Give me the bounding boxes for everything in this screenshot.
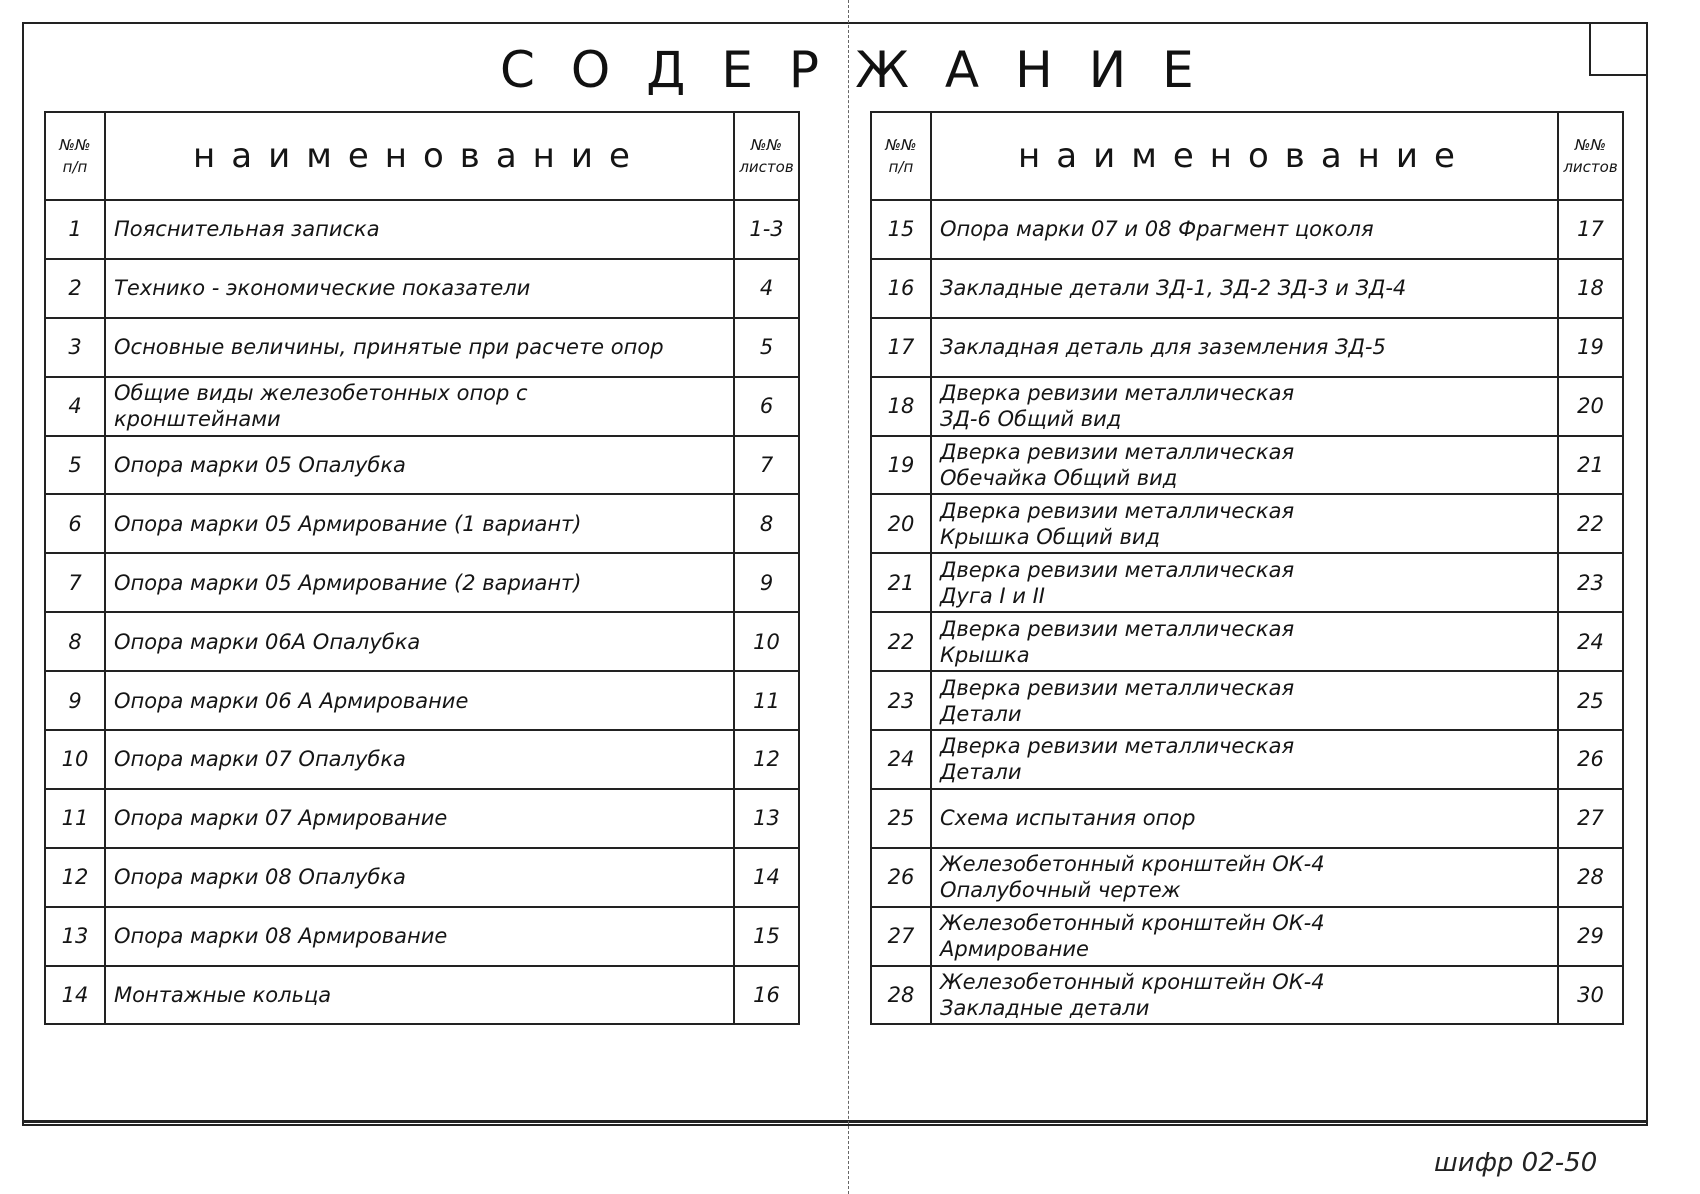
row-number: 4: [45, 377, 105, 436]
row-sheets: 28: [1558, 848, 1623, 907]
row-name: [105, 730, 734, 789]
row-number: 6: [45, 494, 105, 553]
stamp-code: шифр 02-50: [1434, 1148, 1598, 1178]
header-sheets-line1: №№: [750, 136, 783, 154]
row-name-line: Детали: [940, 701, 1022, 726]
header-name: наименование: [105, 112, 734, 200]
row-number: 22: [871, 612, 931, 671]
table-row: [871, 553, 1623, 612]
row-name: [105, 553, 734, 612]
page-title: СОДЕРЖАНИЕ: [500, 41, 1230, 99]
row-name-line: Опора марки 05 Армирование (1 вариант): [114, 511, 582, 536]
row-name: [931, 789, 1558, 848]
row-sheets: 15: [734, 907, 799, 966]
row-sheets: 13: [734, 789, 799, 848]
row-sheets: 20: [1558, 377, 1623, 436]
row-sheets: 8: [734, 494, 799, 553]
row-name-line: Опалубочный чертеж: [940, 878, 1181, 903]
table-row: [45, 789, 799, 848]
table-header-row: [871, 112, 1623, 200]
table-row: [871, 966, 1623, 1025]
row-name-line: Общие виды железобетонных опор с: [114, 381, 528, 406]
row-name-line: Обечайка Общий вид: [940, 466, 1178, 490]
row-name: [931, 907, 1558, 966]
row-name-line: Опора марки 07 Опалубка: [114, 747, 406, 772]
row-name: [105, 907, 734, 966]
row-sheets: 23: [1558, 553, 1623, 612]
row-name-line: Железобетонный кронштейн ОК-4: [940, 911, 1325, 936]
row-number: 14: [45, 966, 105, 1025]
row-name: [105, 494, 734, 553]
row-name-line: Пояснительная записка: [114, 217, 380, 242]
table-row: [45, 494, 799, 553]
row-name: [105, 966, 734, 1025]
table-row: [45, 318, 799, 377]
row-name: [105, 318, 734, 377]
table-row: [45, 436, 799, 495]
row-name-line: Железобетонный кронштейн ОК-4: [940, 852, 1325, 877]
row-name-line: Армирование: [940, 937, 1089, 962]
row-sheets: 29: [1558, 907, 1623, 966]
row-name-line: Опора марки 08 Армирование: [114, 924, 448, 949]
row-number: 8: [45, 612, 105, 671]
header-sheets-line2: листов: [739, 158, 794, 176]
row-number: 16: [871, 259, 931, 318]
header-name: наименование: [931, 112, 1558, 200]
row-sheets: 14: [734, 848, 799, 907]
header-sheets-line1: №№: [1574, 136, 1607, 154]
row-name: [105, 848, 734, 907]
row-name-line: Закладные детали ЗД-1, ЗД-2 ЗД-3 и ЗД-4: [940, 276, 1407, 301]
table-row: [871, 200, 1623, 259]
row-name-line: Детали: [940, 760, 1022, 785]
row-sheets: 16: [734, 966, 799, 1025]
table-row: [45, 966, 799, 1025]
table-row: [871, 730, 1623, 789]
row-sheets: 12: [734, 730, 799, 789]
row-name-line: Дверка ревизии металлическая: [940, 675, 1295, 700]
row-sheets: 19: [1558, 318, 1623, 377]
row-number: 26: [871, 848, 931, 907]
row-sheets: 7: [734, 436, 799, 495]
header-num-cell: [45, 112, 105, 200]
row-sheets: 18: [1558, 259, 1623, 318]
row-sheets: 22: [1558, 494, 1623, 553]
row-name-line: Закладные детали: [940, 996, 1150, 1021]
row-sheets: 9: [734, 553, 799, 612]
header-sheets-cell: [1558, 112, 1623, 200]
header-num-line1: №№: [885, 136, 917, 154]
row-number: 2: [45, 259, 105, 318]
frame-bottom-divider: [22, 1120, 1648, 1123]
table-row: [45, 907, 799, 966]
row-sheets: 10: [734, 612, 799, 671]
row-name-line: Дверка ревизии металлическая: [940, 381, 1295, 406]
row-number: 1: [45, 200, 105, 259]
row-name-line: ЗД-6 Общий вид: [940, 407, 1122, 432]
row-number: 7: [45, 553, 105, 612]
row-name-line: Схема испытания опор: [940, 806, 1196, 831]
row-name-line: Крышка Общий вид: [940, 524, 1161, 549]
row-sheets: 5: [734, 318, 799, 377]
table-row: [45, 259, 799, 318]
row-sheets: 30: [1558, 966, 1623, 1025]
row-name: [105, 259, 734, 318]
corner-stamp-box: [1589, 22, 1648, 76]
header-num-line2: п/п: [62, 158, 88, 176]
row-name-line: Дверка ревизии металлическая: [940, 498, 1295, 523]
row-sheets: 26: [1558, 730, 1623, 789]
row-name: [931, 848, 1558, 907]
header-num-line2: п/п: [888, 158, 914, 176]
row-name-line: Основные величины, принятые при расчете опор: [114, 335, 664, 360]
row-name-line: Опора марки 07 и 08 Фрагмент цоколя: [940, 217, 1374, 242]
table-row: [871, 848, 1623, 907]
row-name: [931, 436, 1558, 495]
table-row: [45, 730, 799, 789]
row-sheets: 4: [734, 259, 799, 318]
row-number: 18: [871, 377, 931, 436]
row-number: 3: [45, 318, 105, 377]
row-number: 10: [45, 730, 105, 789]
row-number: 21: [871, 553, 931, 612]
row-name: [931, 612, 1558, 671]
table-row: [871, 612, 1623, 671]
row-number: 27: [871, 907, 931, 966]
table-row: [871, 377, 1623, 436]
row-name: [931, 259, 1558, 318]
contents-table-right: [870, 111, 1624, 1025]
table-row: [45, 377, 799, 436]
row-name-line: Опора марки 05 Армирование (2 вариант): [114, 570, 582, 595]
row-name: [931, 200, 1558, 259]
row-sheets: 21: [1558, 436, 1623, 495]
row-name: [105, 789, 734, 848]
row-sheets: 24: [1558, 612, 1623, 671]
row-name: [931, 671, 1558, 730]
table-row: [45, 200, 799, 259]
row-name: [931, 377, 1558, 436]
row-number: 5: [45, 436, 105, 495]
table-row: [45, 553, 799, 612]
row-name-line: Дверка ревизии металлическая: [940, 440, 1295, 464]
row-number: 17: [871, 318, 931, 377]
row-name: [931, 730, 1558, 789]
row-name-line: Опора марки 06А Опалубка: [114, 629, 421, 654]
row-name-line: Опора марки 07 Армирование: [114, 806, 448, 831]
table-row: [45, 612, 799, 671]
table-row: [45, 671, 799, 730]
row-name: [105, 200, 734, 259]
row-name-line: Технико - экономические показатели: [114, 276, 531, 301]
row-name-line: Монтажные кольца: [114, 983, 332, 1008]
row-number: 25: [871, 789, 931, 848]
row-name-line: кронштейнами: [114, 407, 281, 432]
row-name: [931, 494, 1558, 553]
row-number: 12: [45, 848, 105, 907]
table-row: [871, 671, 1623, 730]
contents-table-left: [44, 111, 800, 1025]
row-number: 13: [45, 907, 105, 966]
table-row: [871, 259, 1623, 318]
row-number: 19: [871, 436, 931, 495]
row-name-line: Крышка: [940, 642, 1030, 667]
row-name-line: Дуга I и II: [940, 583, 1045, 608]
row-sheets: 6: [734, 377, 799, 436]
row-name: [105, 612, 734, 671]
row-name-line: Дверка ревизии металлическая: [940, 734, 1295, 759]
row-sheets: 25: [1558, 671, 1623, 730]
header-sheets-line2: листов: [1563, 158, 1618, 176]
row-number: 9: [45, 671, 105, 730]
row-name-line: Опора марки 05 Опалубка: [114, 453, 406, 477]
table-row: [871, 436, 1623, 495]
header-num-cell: [871, 112, 931, 200]
table-row: [871, 318, 1623, 377]
row-name-line: Опора марки 06 А Армирование: [114, 688, 469, 713]
row-name: [105, 671, 734, 730]
row-number: 20: [871, 494, 931, 553]
row-name: [931, 966, 1558, 1025]
row-name-line: Опора марки 08 Опалубка: [114, 865, 406, 890]
row-name-line: Железобетонный кронштейн ОК-4: [940, 970, 1325, 995]
header-sheets-cell: [734, 112, 799, 200]
table-row: [871, 907, 1623, 966]
table-row: [45, 848, 799, 907]
table-header-row: [45, 112, 799, 200]
row-name: [105, 436, 734, 495]
table-row: [871, 494, 1623, 553]
table-row: [871, 789, 1623, 848]
row-name-line: Дверка ревизии металлическая: [940, 557, 1295, 582]
row-sheets: 27: [1558, 789, 1623, 848]
sheet-fold-line: [848, 0, 849, 1194]
row-number: 11: [45, 789, 105, 848]
row-number: 23: [871, 671, 931, 730]
row-name: [931, 553, 1558, 612]
row-number: 24: [871, 730, 931, 789]
row-sheets: 1-3: [734, 200, 799, 259]
row-sheets: 17: [1558, 200, 1623, 259]
row-number: 15: [871, 200, 931, 259]
row-name-line: Закладная деталь для заземления ЗД-5: [940, 335, 1386, 360]
row-name-line: Дверка ревизии металлическая: [940, 616, 1295, 641]
row-sheets: 11: [734, 671, 799, 730]
row-number: 28: [871, 966, 931, 1025]
row-name: [931, 318, 1558, 377]
row-name: [105, 377, 734, 436]
header-num-line1: №№: [59, 136, 91, 154]
